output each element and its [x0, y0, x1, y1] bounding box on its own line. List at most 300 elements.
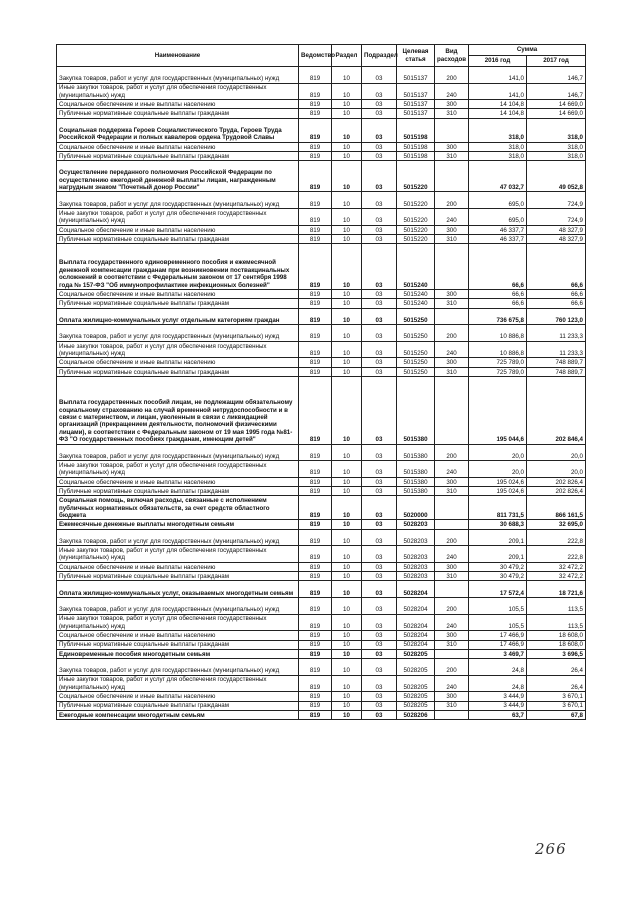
cell-2016: 14 104,8: [469, 109, 527, 118]
cell-2016: 66,6: [469, 299, 527, 308]
cell-kind: [435, 520, 469, 529]
cell-section: 10: [332, 640, 362, 649]
cell-section: 10: [332, 631, 362, 640]
cell-kind: 200: [435, 529, 469, 546]
cell-2017: 748 889,7: [527, 367, 586, 376]
cell-subsection: 03: [362, 225, 397, 234]
cell-dept: 819: [299, 325, 332, 342]
cell-2017: 318,0: [527, 142, 586, 151]
cell-target: 5015240: [397, 244, 435, 290]
cell-kind: 310: [435, 487, 469, 496]
cell-dept: 819: [299, 659, 332, 676]
cell-subsection: 03: [362, 192, 397, 209]
cell-section: 10: [332, 546, 362, 563]
cell-section: 10: [332, 529, 362, 546]
page-number: 266: [535, 840, 567, 858]
cell-section: 10: [332, 710, 362, 719]
cell-target: 5028204: [397, 614, 435, 631]
cell-section: 10: [332, 496, 362, 520]
cell-name: Закупка товаров, работ и услуг для государственных (муниципальных) нужд: [57, 529, 299, 546]
cell-dept: 819: [299, 701, 332, 710]
cell-subsection: 03: [362, 572, 397, 581]
cell-name: Ежегодные компенсации многодетным семьям: [57, 710, 299, 719]
cell-kind: 300: [435, 562, 469, 571]
cell-2016: 17 466,9: [469, 631, 527, 640]
cell-target: 5015250: [397, 308, 435, 325]
cell-section: 10: [332, 234, 362, 243]
cell-2017: 748 889,7: [527, 358, 586, 367]
cell-section: 10: [332, 659, 362, 676]
cell-target: 5015240: [397, 299, 435, 308]
cell-2016: 17 572,4: [469, 581, 527, 598]
cell-target: 5028206: [397, 710, 435, 719]
cell-dept: 819: [299, 581, 332, 598]
cell-2016: 63,7: [469, 710, 527, 719]
cell-2017: 113,5: [527, 598, 586, 615]
cell-2016: 24,8: [469, 659, 527, 676]
cell-kind: 200: [435, 444, 469, 461]
cell-dept: 819: [299, 692, 332, 701]
cell-kind: 300: [435, 225, 469, 234]
cell-2017: 11 233,3: [527, 341, 586, 358]
cell-target: 5020000: [397, 496, 435, 520]
cell-dept: 819: [299, 477, 332, 486]
table-row: [57, 109, 586, 118]
cell-section: 10: [332, 192, 362, 209]
cell-2017: 202 826,4: [527, 487, 586, 496]
table-row: [57, 701, 586, 710]
cell-section: 10: [332, 225, 362, 234]
cell-dept: 819: [299, 367, 332, 376]
cell-kind: [435, 161, 469, 192]
cell-subsection: 03: [362, 614, 397, 631]
cell-2016: 3 444,9: [469, 692, 527, 701]
header-dept: Ведомство: [299, 45, 332, 67]
cell-2017: 760 123,0: [527, 308, 586, 325]
cell-2016: 3 469,7: [469, 649, 527, 658]
table-row: [57, 341, 586, 358]
cell-dept: 819: [299, 546, 332, 563]
cell-section: 10: [332, 477, 362, 486]
cell-target: 5015198: [397, 151, 435, 160]
cell-name: Социальное обеспечение и иные выплаты населению: [57, 290, 299, 299]
cell-subsection: 03: [362, 209, 397, 226]
cell-name: Публичные нормативные социальные выплаты гражданам: [57, 109, 299, 118]
cell-kind: 240: [435, 546, 469, 563]
cell-kind: 240: [435, 83, 469, 100]
cell-subsection: 03: [362, 109, 397, 118]
cell-2016: 3 444,9: [469, 701, 527, 710]
cell-target: 5028205: [397, 692, 435, 701]
cell-dept: 819: [299, 109, 332, 118]
cell-section: 10: [332, 461, 362, 478]
cell-subsection: 03: [362, 487, 397, 496]
cell-subsection: 03: [362, 299, 397, 308]
cell-subsection: 03: [362, 367, 397, 376]
cell-2017: 20,0: [527, 461, 586, 478]
cell-kind: 240: [435, 461, 469, 478]
cell-kind: 300: [435, 477, 469, 486]
cell-kind: 310: [435, 701, 469, 710]
cell-2017: 3 696,5: [527, 649, 586, 658]
cell-subsection: 03: [362, 598, 397, 615]
cell-section: 10: [332, 290, 362, 299]
table-row: [57, 234, 586, 243]
cell-2016: 141,0: [469, 83, 527, 100]
table-row: [57, 83, 586, 100]
cell-target: 5015198: [397, 142, 435, 151]
cell-target: 5015220: [397, 161, 435, 192]
cell-2017: 66,6: [527, 290, 586, 299]
cell-name: Социальное обеспечение и иные выплаты населению: [57, 358, 299, 367]
cell-subsection: 03: [362, 675, 397, 692]
cell-2017: 202 846,4: [527, 377, 586, 445]
cell-2017: 49 052,8: [527, 161, 586, 192]
cell-2017: 32 695,0: [527, 520, 586, 529]
cell-subsection: 03: [362, 118, 397, 142]
cell-subsection: 03: [362, 161, 397, 192]
table-row: [57, 225, 586, 234]
cell-name: Социальное обеспечение и иные выплаты населению: [57, 692, 299, 701]
cell-target: 5015250: [397, 367, 435, 376]
table-row: [57, 477, 586, 486]
table-row: [57, 710, 586, 719]
table-row: [57, 581, 586, 598]
cell-name: Социальное обеспечение и иные выплаты населению: [57, 142, 299, 151]
cell-2016: 47 032,7: [469, 161, 527, 192]
cell-subsection: 03: [362, 234, 397, 243]
cell-2017: 222,8: [527, 546, 586, 563]
cell-subsection: 03: [362, 581, 397, 598]
cell-name: Закупка товаров, работ и услуг для государственных (муниципальных) нужд: [57, 67, 299, 84]
cell-2017: 18 721,6: [527, 581, 586, 598]
cell-kind: [435, 308, 469, 325]
table-body: [57, 67, 586, 720]
cell-2017: 724,9: [527, 192, 586, 209]
cell-dept: 819: [299, 161, 332, 192]
cell-2017: 866 161,5: [527, 496, 586, 520]
cell-name: Единовременные пособия многодетным семьям: [57, 649, 299, 658]
cell-2016: 725 789,0: [469, 358, 527, 367]
cell-name: Социальное обеспечение и иные выплаты населению: [57, 100, 299, 109]
cell-dept: 819: [299, 192, 332, 209]
cell-subsection: 03: [362, 692, 397, 701]
cell-2016: 46 337,7: [469, 225, 527, 234]
cell-kind: [435, 496, 469, 520]
cell-kind: 200: [435, 67, 469, 84]
cell-2016: 14 104,8: [469, 100, 527, 109]
table-row: [57, 161, 586, 192]
cell-section: 10: [332, 67, 362, 84]
cell-subsection: 03: [362, 244, 397, 290]
cell-section: 10: [332, 161, 362, 192]
cell-subsection: 03: [362, 142, 397, 151]
cell-section: 10: [332, 325, 362, 342]
cell-kind: [435, 244, 469, 290]
cell-name: Иные закупки товаров, работ и услуг для обеспечения государственных (муниципальных) нужд: [57, 614, 299, 631]
cell-2017: 146,7: [527, 67, 586, 84]
cell-dept: 819: [299, 529, 332, 546]
cell-kind: 300: [435, 100, 469, 109]
cell-section: 10: [332, 444, 362, 461]
header-subsection: Подраздел: [362, 45, 397, 67]
cell-2017: 146,7: [527, 83, 586, 100]
table-row: [57, 562, 586, 571]
cell-subsection: 03: [362, 701, 397, 710]
cell-dept: 819: [299, 487, 332, 496]
cell-subsection: 03: [362, 659, 397, 676]
table-row: [57, 142, 586, 151]
cell-section: 10: [332, 367, 362, 376]
cell-target: 5015220: [397, 192, 435, 209]
cell-target: 5015137: [397, 100, 435, 109]
cell-2016: 17 466,9: [469, 640, 527, 649]
cell-dept: 819: [299, 444, 332, 461]
cell-dept: 819: [299, 614, 332, 631]
cell-section: 10: [332, 520, 362, 529]
table-row: [57, 151, 586, 160]
cell-kind: 300: [435, 290, 469, 299]
cell-2016: 195 044,6: [469, 377, 527, 445]
table-row: [57, 659, 586, 676]
cell-target: 5015380: [397, 461, 435, 478]
cell-subsection: 03: [362, 358, 397, 367]
table-row: [57, 367, 586, 376]
cell-2016: 141,0: [469, 67, 527, 84]
cell-dept: 819: [299, 520, 332, 529]
cell-name: Социальное обеспечение и иные выплаты населению: [57, 562, 299, 571]
cell-name: Иные закупки товаров, работ и услуг для обеспечения государственных (муниципальных) нужд: [57, 461, 299, 478]
cell-name: Социальное обеспечение и иные выплаты населению: [57, 631, 299, 640]
cell-section: 10: [332, 308, 362, 325]
header-2016: 2016 год: [469, 56, 527, 67]
cell-target: 5015250: [397, 341, 435, 358]
cell-target: 5028205: [397, 701, 435, 710]
cell-section: 10: [332, 244, 362, 290]
cell-name: Публичные нормативные социальные выплаты гражданам: [57, 572, 299, 581]
cell-name: Иные закупки товаров, работ и услуг для обеспечения государственных (муниципальных) нужд: [57, 546, 299, 563]
cell-name: Закупка товаров, работ и услуг для государственных (муниципальных) нужд: [57, 598, 299, 615]
table-row: [57, 649, 586, 658]
cell-target: 5015250: [397, 325, 435, 342]
cell-kind: [435, 377, 469, 445]
cell-target: 5028205: [397, 649, 435, 658]
cell-kind: [435, 118, 469, 142]
cell-section: 10: [332, 598, 362, 615]
cell-2016: 10 886,8: [469, 325, 527, 342]
cell-kind: 300: [435, 142, 469, 151]
cell-section: 10: [332, 209, 362, 226]
cell-section: 10: [332, 487, 362, 496]
cell-target: 5028203: [397, 529, 435, 546]
cell-kind: [435, 710, 469, 719]
cell-name: Публичные нормативные социальные выплаты гражданам: [57, 299, 299, 308]
cell-kind: 200: [435, 325, 469, 342]
cell-name: Закупка товаров, работ и услуг для государственных (муниципальных) нужд: [57, 325, 299, 342]
cell-dept: 819: [299, 461, 332, 478]
cell-name: Оплата жилищно-коммунальных услуг отдельным категориям граждан: [57, 308, 299, 325]
cell-2017: 20,0: [527, 444, 586, 461]
header-section: Раздел: [332, 45, 362, 67]
cell-2016: 66,6: [469, 290, 527, 299]
cell-dept: 819: [299, 225, 332, 234]
table-row: [57, 118, 586, 142]
cell-2016: 30 479,2: [469, 562, 527, 571]
cell-target: 5015137: [397, 83, 435, 100]
cell-2017: 26,4: [527, 659, 586, 676]
cell-target: 5015220: [397, 225, 435, 234]
cell-dept: 819: [299, 358, 332, 367]
cell-2016: 209,1: [469, 546, 527, 563]
cell-target: 5015380: [397, 477, 435, 486]
cell-section: 10: [332, 109, 362, 118]
cell-target: 5028205: [397, 659, 435, 676]
cell-section: 10: [332, 675, 362, 692]
cell-name: Закупка товаров, работ и услуг для государственных (муниципальных) нужд: [57, 192, 299, 209]
cell-target: 5015220: [397, 209, 435, 226]
table-row: [57, 487, 586, 496]
cell-name: Иные закупки товаров, работ и услуг для обеспечения государственных (муниципальных) нужд: [57, 209, 299, 226]
table-row: [57, 631, 586, 640]
cell-target: 5015240: [397, 290, 435, 299]
cell-2016: 10 886,8: [469, 341, 527, 358]
cell-subsection: 03: [362, 308, 397, 325]
cell-target: 5028203: [397, 546, 435, 563]
cell-dept: 819: [299, 572, 332, 581]
cell-name: Публичные нормативные социальные выплаты гражданам: [57, 367, 299, 376]
cell-2016: 318,0: [469, 118, 527, 142]
table-row: [57, 299, 586, 308]
table-row: [57, 461, 586, 478]
cell-dept: 819: [299, 341, 332, 358]
cell-subsection: 03: [362, 649, 397, 658]
table-row: [57, 290, 586, 299]
cell-section: 10: [332, 562, 362, 571]
header-2017: 2017 год: [527, 56, 586, 67]
cell-target: 5015250: [397, 358, 435, 367]
cell-subsection: 03: [362, 477, 397, 486]
cell-dept: 819: [299, 631, 332, 640]
cell-kind: 200: [435, 598, 469, 615]
cell-dept: 819: [299, 640, 332, 649]
cell-subsection: 03: [362, 100, 397, 109]
cell-2016: 195 024,6: [469, 477, 527, 486]
cell-section: 10: [332, 142, 362, 151]
cell-section: 10: [332, 692, 362, 701]
cell-2017: 724,9: [527, 209, 586, 226]
cell-subsection: 03: [362, 640, 397, 649]
cell-name: Социальное обеспечение и иные выплаты населению: [57, 477, 299, 486]
cell-2016: 105,5: [469, 598, 527, 615]
table-row: [57, 614, 586, 631]
cell-2017: 48 327,9: [527, 225, 586, 234]
budget-table: [56, 44, 586, 720]
cell-name: Закупка товаров, работ и услуг для государственных (муниципальных) нужд: [57, 659, 299, 676]
cell-subsection: 03: [362, 444, 397, 461]
cell-name: Социальное обеспечение и иные выплаты населению: [57, 225, 299, 234]
table-row: [57, 496, 586, 520]
cell-subsection: 03: [362, 520, 397, 529]
cell-target: 5015137: [397, 109, 435, 118]
cell-2016: 811 731,5: [469, 496, 527, 520]
cell-dept: 819: [299, 308, 332, 325]
cell-2017: 318,0: [527, 118, 586, 142]
table-row: [57, 520, 586, 529]
cell-name: Публичные нормативные социальные выплаты гражданам: [57, 701, 299, 710]
cell-subsection: 03: [362, 67, 397, 84]
cell-name: Публичные нормативные социальные выплаты гражданам: [57, 151, 299, 160]
table-row: [57, 67, 586, 84]
cell-2017: 14 669,0: [527, 109, 586, 118]
cell-subsection: 03: [362, 377, 397, 445]
cell-name: Оплата жилищно-коммунальных услуг, оказываемых многодетным семьям: [57, 581, 299, 598]
table-row: [57, 529, 586, 546]
table-row: [57, 358, 586, 367]
cell-name: Выплата государственного единовременного пособия и ежемесячной денежной компенсации гражданам при возникновении поствакцинальных осложнений в соответствии с Федеральным законом от 17 сентября 1998 года № 157-ФЗ "Об иммунопрофилактике инфекционных болезней": [57, 244, 299, 290]
cell-2017: 66,6: [527, 244, 586, 290]
cell-dept: 819: [299, 100, 332, 109]
cell-kind: 240: [435, 675, 469, 692]
cell-name: Иные закупки товаров, работ и услуг для обеспечения государственных (муниципальных) нужд: [57, 341, 299, 358]
table-row: [57, 308, 586, 325]
cell-section: 10: [332, 358, 362, 367]
cell-target: 5028203: [397, 562, 435, 571]
cell-2017: 66,6: [527, 299, 586, 308]
table-row: [57, 192, 586, 209]
cell-2017: 14 669,0: [527, 100, 586, 109]
cell-dept: 819: [299, 562, 332, 571]
cell-kind: 300: [435, 692, 469, 701]
cell-subsection: 03: [362, 631, 397, 640]
cell-dept: 819: [299, 118, 332, 142]
cell-2016: 725 789,0: [469, 367, 527, 376]
cell-subsection: 03: [362, 290, 397, 299]
cell-kind: 300: [435, 631, 469, 640]
cell-2017: 318,0: [527, 151, 586, 160]
cell-target: 5015380: [397, 444, 435, 461]
table-row: [57, 444, 586, 461]
cell-subsection: 03: [362, 325, 397, 342]
cell-target: 5028203: [397, 520, 435, 529]
cell-section: 10: [332, 341, 362, 358]
cell-dept: 819: [299, 710, 332, 719]
table-row: [57, 325, 586, 342]
cell-2017: 3 670,1: [527, 692, 586, 701]
cell-2016: 20,0: [469, 461, 527, 478]
cell-section: 10: [332, 151, 362, 160]
cell-2016: 736 675,8: [469, 308, 527, 325]
cell-dept: 819: [299, 290, 332, 299]
cell-2017: 67,8: [527, 710, 586, 719]
cell-kind: 310: [435, 640, 469, 649]
cell-section: 10: [332, 118, 362, 142]
cell-2016: 318,0: [469, 142, 527, 151]
cell-2016: 30 688,3: [469, 520, 527, 529]
cell-2017: 18 608,0: [527, 640, 586, 649]
cell-target: 5028204: [397, 640, 435, 649]
table-row: [57, 675, 586, 692]
cell-kind: 240: [435, 209, 469, 226]
cell-kind: [435, 649, 469, 658]
cell-dept: 819: [299, 67, 332, 84]
cell-section: 10: [332, 100, 362, 109]
cell-dept: 819: [299, 496, 332, 520]
header-name: Наименование: [57, 45, 299, 67]
cell-target: 5015380: [397, 377, 435, 445]
cell-2016: 30 479,2: [469, 572, 527, 581]
cell-subsection: 03: [362, 83, 397, 100]
cell-section: 10: [332, 83, 362, 100]
